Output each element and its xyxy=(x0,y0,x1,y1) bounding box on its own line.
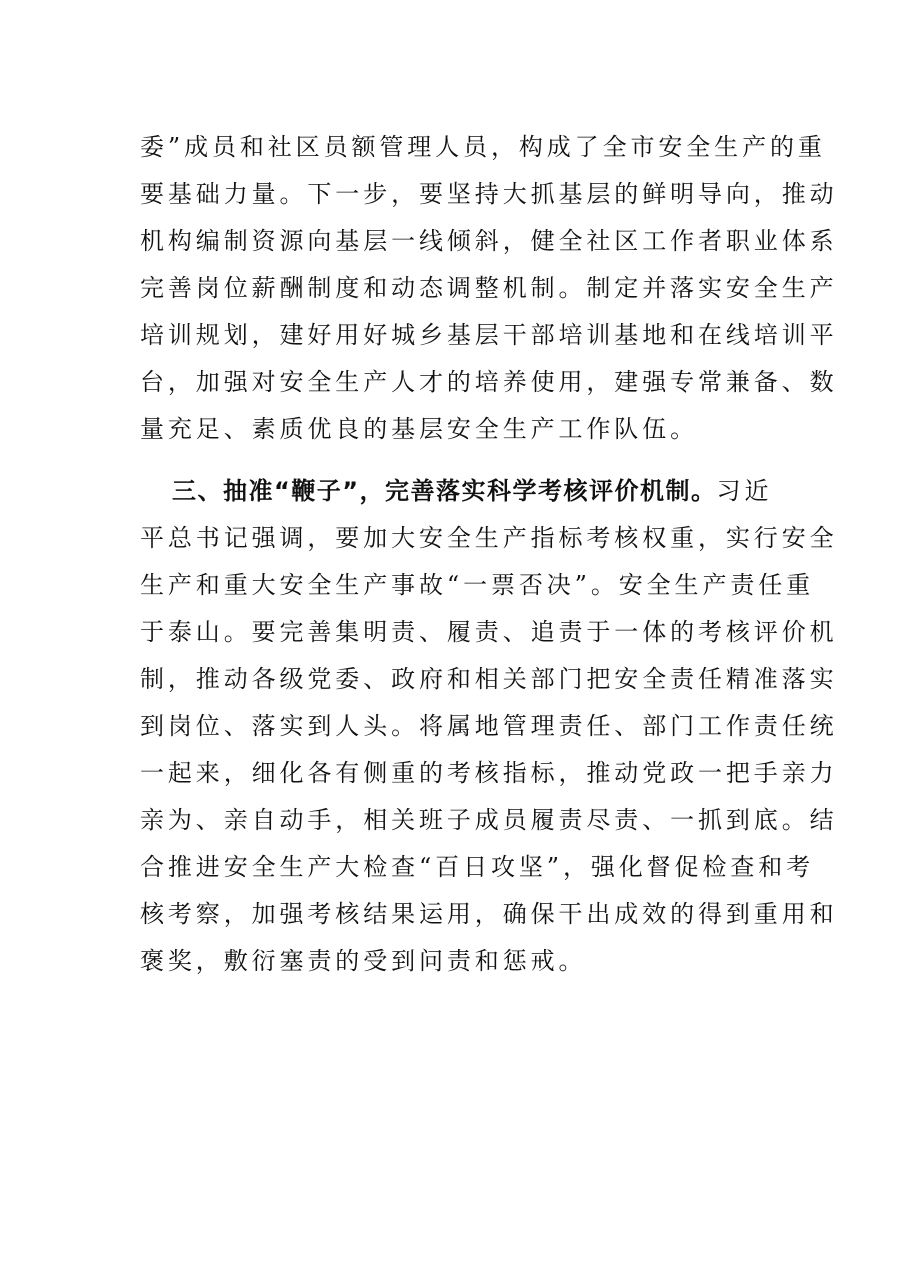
text-line: 平总书记强调，要加大安全生产指标考核权重，实行安全 xyxy=(140,524,838,552)
text-line: 到岗位、落实到人头。将属地管理责任、部门工作责任统 xyxy=(140,712,838,740)
text-line: 褒奖，敷衍塞责的受到问责和惩戒。 xyxy=(140,947,587,975)
heading-line-rest: 习近 xyxy=(716,477,773,505)
paragraph-gap xyxy=(140,453,770,468)
text-line: 委”成员和社区员额管理人员，构成了全市安全生产的重 xyxy=(140,133,826,161)
text-line: 生产和重大安全生产事故“一票否决”。安全生产责任重 xyxy=(140,571,815,599)
text-line: 合推进安全生产大检查“百日攻坚”，强化督促检查和考 xyxy=(140,853,815,881)
section-heading: 三、抽准“鞭子”，完善落实科学考核评价机制。 xyxy=(172,477,717,505)
text-line: 台，加强对安全生产人才的培养使用，建强专常兼备、数 xyxy=(140,368,838,396)
heading-line xyxy=(140,468,773,515)
text-line: 于泰山。要完善集明责、履责、追责于一体的考核评价机 xyxy=(140,618,838,646)
paragraph-1 xyxy=(140,124,838,453)
document-body xyxy=(140,124,838,985)
text-line: 亲为、亲自动手，相关班子成员履责尽责、一抓到底。结 xyxy=(140,806,838,834)
text-line: 机构编制资源向基层一线倾斜，健全社区工作者职业体系 xyxy=(140,227,838,255)
text-line: 一起来，细化各有侧重的考核指标，推动党政一把手亲力 xyxy=(140,759,838,787)
paragraph-2 xyxy=(140,468,838,985)
text-line: 完善岗位薪酬制度和动态调整机制。制定并落实安全生产 xyxy=(140,274,838,302)
text-line: 量充足、素质优良的基层安全生产工作队伍。 xyxy=(140,415,698,443)
text-line: 要基础力量。下一步，要坚持大抓基层的鲜明导向，推动 xyxy=(140,180,838,208)
text-line: 制，推动各级党委、政府和相关部门把安全责任精准落实 xyxy=(140,665,838,693)
text-line: 核考察，加强考核结果运用，确保干出成效的得到重用和 xyxy=(140,900,838,928)
text-line: 培训规划，建好用好城乡基层干部培训基地和在线培训平 xyxy=(140,321,838,349)
